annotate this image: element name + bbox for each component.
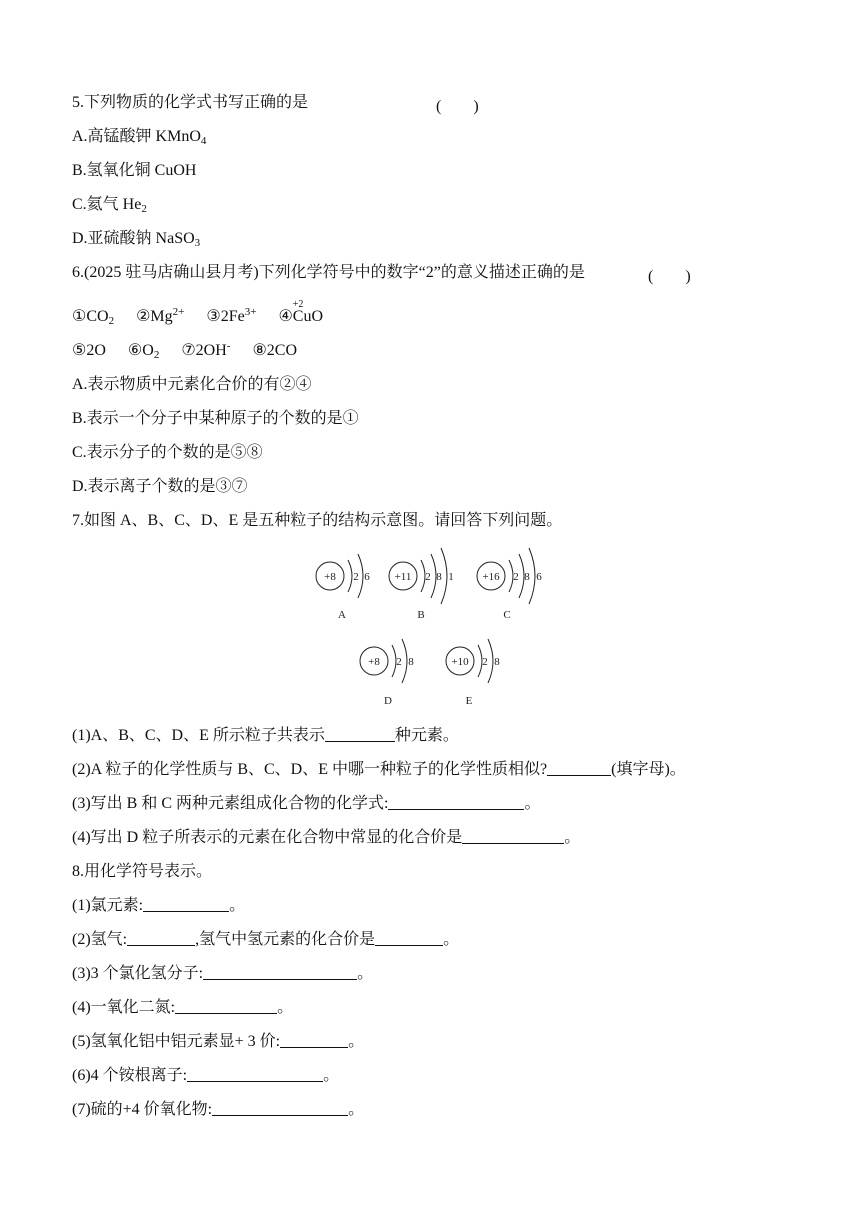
answer-blank[interactable] [547,760,611,776]
particle-c-shell-3 [529,548,535,604]
symbol-2fe3plus: $③2Fe^{3+}$ [206,306,257,325]
particle-b-electrons-2: 8 [436,571,442,583]
symbol-o2: $⑥O_2$ [127,342,160,361]
answer-blank[interactable] [203,964,357,980]
answer-blank[interactable] [212,1100,348,1116]
particle-c-label: C [503,609,511,621]
valence-mark: +2 [292,299,304,310]
particle-e-shell-2 [488,639,493,683]
q8-part-2: (2)氢气: ,氢气中氢元素的化合价是 。 [72,931,460,948]
symbol-2co: ⑧2CO [252,342,298,359]
q5-stem: 5.下列物质的化学式书写正确的是 [72,94,309,111]
q6-answer-paren: ( ) [648,268,691,285]
particle-a-label: A [338,609,346,621]
answer-blank[interactable] [325,726,395,742]
answer-blank[interactable] [462,828,564,844]
answer-blank[interactable] [175,998,277,1014]
symbol-cuo-valence: ④ +2 CuO [278,308,323,325]
q8-part-3: (3)3 个氯化氢分子: 。 [72,965,374,982]
q7-part-3: (3)写出 B 和 C 两种元素组成化合物的化学式: 。 [72,795,541,812]
q6-symbols-row1 [72,299,341,327]
q6-option-c: C.表示分子的个数的是⑤⑧ [72,444,263,461]
q5-option-a: A.高锰酸钾 KMnO$_4$ [72,128,207,147]
particle-b-electrons-1: 2 [425,571,431,583]
q8-part-5: (5)氢氧化铝中铝元素显+ 3 价: 。 [72,1033,365,1050]
particle-b-nucleus: +11 [394,571,412,583]
q7-part-1: (1)A、B、C、D、E 所示粒子共表示 种元素。 [72,727,459,744]
particle-d-electrons-1: 2 [396,656,402,668]
particle-c-shell-2 [519,554,524,598]
answer-blank[interactable] [127,930,195,946]
particle-d-electrons-2: 8 [408,656,414,668]
q5-option-c: C.氦气 $He_2$ [72,196,147,215]
particle-b-label: B [417,609,425,621]
particle-d-nucleus: +8 [368,656,380,668]
particle-c-electrons-3: 6 [536,571,542,583]
answer-blank[interactable] [280,1032,348,1048]
particle-d-label: D [384,695,392,707]
q6-option-b: B.表示一个分子中某种原子的个数的是① [72,410,359,427]
q6-option-d: D.表示离子个数的是③⑦ [72,478,248,495]
particle-a-nucleus: +8 [324,571,336,583]
q5-answer-paren: ( ) [436,98,479,115]
particle-e-electrons-1: 2 [482,656,488,668]
answer-blank[interactable] [143,896,229,912]
particle-structure-diagram [300,538,560,710]
particle-a-shell-1 [348,560,352,592]
q7-part-2: (2)A 粒子的化学性质与 B、C、D、E 中哪一种粒子的化学性质相似? (填字母)。 [72,761,686,778]
q7-stem: 7.如图 A、B、C、D、E 是五种粒子的结构示意图。请回答下列问题。 [72,512,563,529]
q5-option-b: B.氢氧化铜 CuOH [72,162,197,179]
q8-part-7: (7)硫的+4 价氧化物: 。 [72,1101,365,1118]
particle-c-nucleus: +16 [482,571,500,583]
symbol-co2: $①CO_2$ [72,308,115,327]
q6-option-a: A.表示物质中元素化合价的有②④ [72,376,312,393]
particle-c-electrons-2: 8 [524,571,530,583]
q6-symbols-row2 [72,341,315,361]
q7-part-4: (4)写出 D 粒子所表示的元素在化合物中常显的化合价是 。 [72,829,581,846]
particle-d-shell-2 [402,639,407,683]
particle-e-nucleus: +10 [451,656,469,668]
particle-a-electrons-2: 6 [364,571,370,583]
particle-e-electrons-2: 8 [494,656,500,668]
q8-part-4: (4)一氧化二氮: 。 [72,999,294,1016]
q5-option-d: D.亚硫酸钠 NaSO$_3$ [72,230,201,249]
symbol-mg2plus: $②Mg^{2+}$ [136,306,185,325]
q8-part-6: (6)4 个铵根离子: 。 [72,1067,340,1084]
answer-blank[interactable] [187,1066,323,1082]
answer-blank[interactable] [388,794,524,810]
particle-a-shell-2 [358,554,363,598]
q8-stem: 8.用化学符号表示。 [72,863,213,880]
symbol-2oh-minus: ⑦2OH- [181,340,231,359]
answer-blank[interactable] [375,930,443,946]
particle-c-electrons-1: 2 [513,571,519,583]
q6-stem: 6.(2025 驻马店确山县月考)下列化学符号中的数字“2”的意义描述正确的是 [72,264,585,281]
symbol-2o: ⑤2O [72,342,106,359]
particle-b-electrons-3: 1 [448,571,454,583]
particle-b-shell-2 [431,554,436,598]
particle-a-electrons-1: 2 [353,571,359,583]
particle-b-shell-3 [441,548,447,604]
q8-part-1: (1)氯元素: 。 [72,897,246,914]
particle-e-label: E [465,695,473,707]
